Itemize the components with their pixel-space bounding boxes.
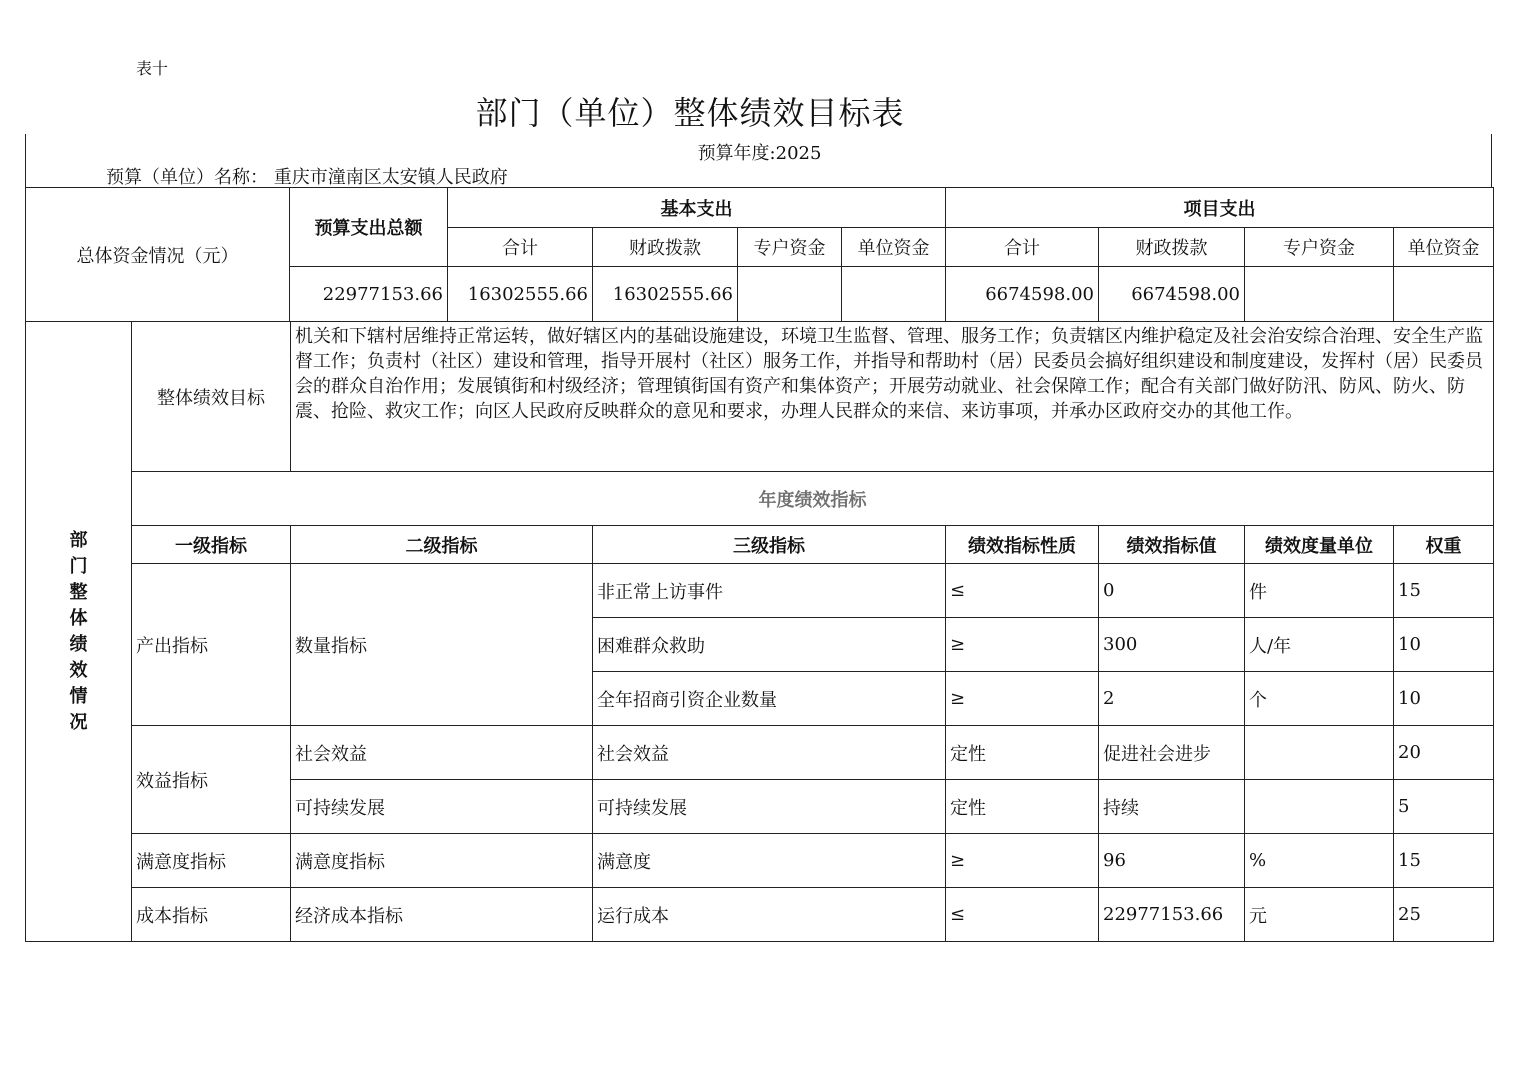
indicator-nature: ≥ xyxy=(946,672,1099,726)
col-weight: 权重 xyxy=(1394,526,1494,564)
table-tag: 表十 xyxy=(136,59,169,78)
project-fiscal-header: 财政拨款 xyxy=(1099,228,1245,267)
project-expenditure-header: 项目支出 xyxy=(946,188,1494,228)
indicator-value: 0 xyxy=(1099,564,1245,618)
indicator-value: 持续 xyxy=(1099,780,1245,834)
indicator-name: 社会效益 xyxy=(593,726,946,780)
basic-fiscal-header: 财政拨款 xyxy=(593,228,738,267)
overall-goal-text: 机关和下辖村居维持正常运转，做好辖区内的基础设施建设，环境卫生监督、管理、服务工作；负责辖区内维护稳定及社会治安综合治理、安全生产监督工作；负责村（社区）建设和管理，指导开展村（社区）服务工作，并指导和帮助村（居）民委员会搞好组织建设和制度建设，发挥村（居）民委员会的群众自治作用；发展镇街和村级经济；管理镇街国有资产和集体资产；开展劳动就业、社会保障工作；配合有关部门做好防汛、防风、防火、防震、抢险、救灾工作；向区人民政府反映群众的意见和要求，办理人民群众的来信、来访事项，并承办区政府交办的其他工作。 xyxy=(291,322,1494,472)
indicator-weight: 5 xyxy=(1394,780,1494,834)
indicator-weight: 10 xyxy=(1394,672,1494,726)
indicator-name: 运行成本 xyxy=(593,888,946,942)
indicator-nature: ≤ xyxy=(946,888,1099,942)
indicator-weight: 15 xyxy=(1394,834,1494,888)
basic-special-header: 专户资金 xyxy=(738,228,842,267)
project-subtotal-value: 6674598.00 xyxy=(946,267,1099,322)
table-row xyxy=(26,564,1494,618)
annual-indicators-banner: 年度绩效指标 xyxy=(132,472,1494,526)
indicator-weight: 20 xyxy=(1394,726,1494,780)
funds-row-label: 总体资金情况（元） xyxy=(26,188,290,322)
total-expenditure-value: 22977153.66 xyxy=(290,267,448,322)
indicator-nature: ≥ xyxy=(946,618,1099,672)
page-title: 部门（单位）整体绩效目标表 xyxy=(475,94,905,132)
indicator-name: 满意度 xyxy=(593,834,946,888)
indicator-unit: 件 xyxy=(1245,564,1394,618)
indicator-nature: 定性 xyxy=(946,780,1099,834)
col-first-level: 一级指标 xyxy=(132,526,291,564)
basic-fiscal-value: 16302555.66 xyxy=(593,267,738,322)
indicator-nature: ≤ xyxy=(946,564,1099,618)
indicator-unit xyxy=(1245,726,1394,780)
indicator-value: 2 xyxy=(1099,672,1245,726)
department-performance-label: 部 门 整 体 绩 效 情 况 xyxy=(26,322,132,942)
indicator-nature: 定性 xyxy=(946,726,1099,780)
group-satisfaction: 满意度指标 xyxy=(132,834,291,888)
subgroup-sustainable: 可持续发展 xyxy=(291,780,593,834)
project-fiscal-value: 6674598.00 xyxy=(1099,267,1245,322)
indicator-unit: % xyxy=(1245,834,1394,888)
funds-table xyxy=(25,187,1494,322)
budget-year: 预算年度:2025 xyxy=(697,143,822,164)
table-row xyxy=(26,834,1494,888)
indicator-name: 全年招商引资企业数量 xyxy=(593,672,946,726)
indicator-weight: 25 xyxy=(1394,888,1494,942)
group-output: 产出指标 xyxy=(132,564,291,726)
basic-unit-value xyxy=(842,267,946,322)
indicator-value: 促进社会进步 xyxy=(1099,726,1245,780)
col-nature: 绩效指标性质 xyxy=(946,526,1099,564)
indicator-name: 困难群众救助 xyxy=(593,618,946,672)
subgroup-economic-cost: 经济成本指标 xyxy=(291,888,593,942)
table-row xyxy=(26,726,1494,780)
group-cost: 成本指标 xyxy=(132,888,291,942)
project-unit-value xyxy=(1394,267,1494,322)
indicator-unit: 人/年 xyxy=(1245,618,1394,672)
basic-subtotal-value: 16302555.66 xyxy=(448,267,593,322)
subgroup-social: 社会效益 xyxy=(291,726,593,780)
total-expenditure-header: 预算支出总额 xyxy=(290,188,448,267)
indicator-unit: 元 xyxy=(1245,888,1394,942)
overall-goal-label: 整体绩效目标 xyxy=(132,322,291,472)
indicator-weight: 15 xyxy=(1394,564,1494,618)
col-second-level: 二级指标 xyxy=(291,526,593,564)
basic-subtotal-header: 合计 xyxy=(448,228,593,267)
subgroup-quantity: 数量指标 xyxy=(291,564,593,726)
basic-special-value xyxy=(738,267,842,322)
group-benefit: 效益指标 xyxy=(132,726,291,834)
project-special-value xyxy=(1245,267,1394,322)
col-unit: 绩效度量单位 xyxy=(1245,526,1394,564)
indicator-weight: 10 xyxy=(1394,618,1494,672)
col-third-level: 三级指标 xyxy=(593,526,946,564)
project-unit-header: 单位资金 xyxy=(1394,228,1494,267)
indicator-nature: ≥ xyxy=(946,834,1099,888)
project-subtotal-header: 合计 xyxy=(946,228,1099,267)
indicator-value: 300 xyxy=(1099,618,1245,672)
indicator-name: 非正常上访事件 xyxy=(593,564,946,618)
indicator-name: 可持续发展 xyxy=(593,780,946,834)
indicator-unit: 个 xyxy=(1245,672,1394,726)
indicator-value: 96 xyxy=(1099,834,1245,888)
unit-name: 预算（单位）名称： 重庆市潼南区太安镇人民政府 xyxy=(106,167,508,188)
performance-table xyxy=(25,321,1494,942)
indicator-value: 22977153.66 xyxy=(1099,888,1245,942)
basic-expenditure-header: 基本支出 xyxy=(448,188,946,228)
subgroup-satisfaction: 满意度指标 xyxy=(291,834,593,888)
indicator-unit xyxy=(1245,780,1394,834)
project-special-header: 专户资金 xyxy=(1245,228,1394,267)
table-row xyxy=(26,888,1494,942)
col-value: 绩效指标值 xyxy=(1099,526,1245,564)
basic-unit-header: 单位资金 xyxy=(842,228,946,267)
